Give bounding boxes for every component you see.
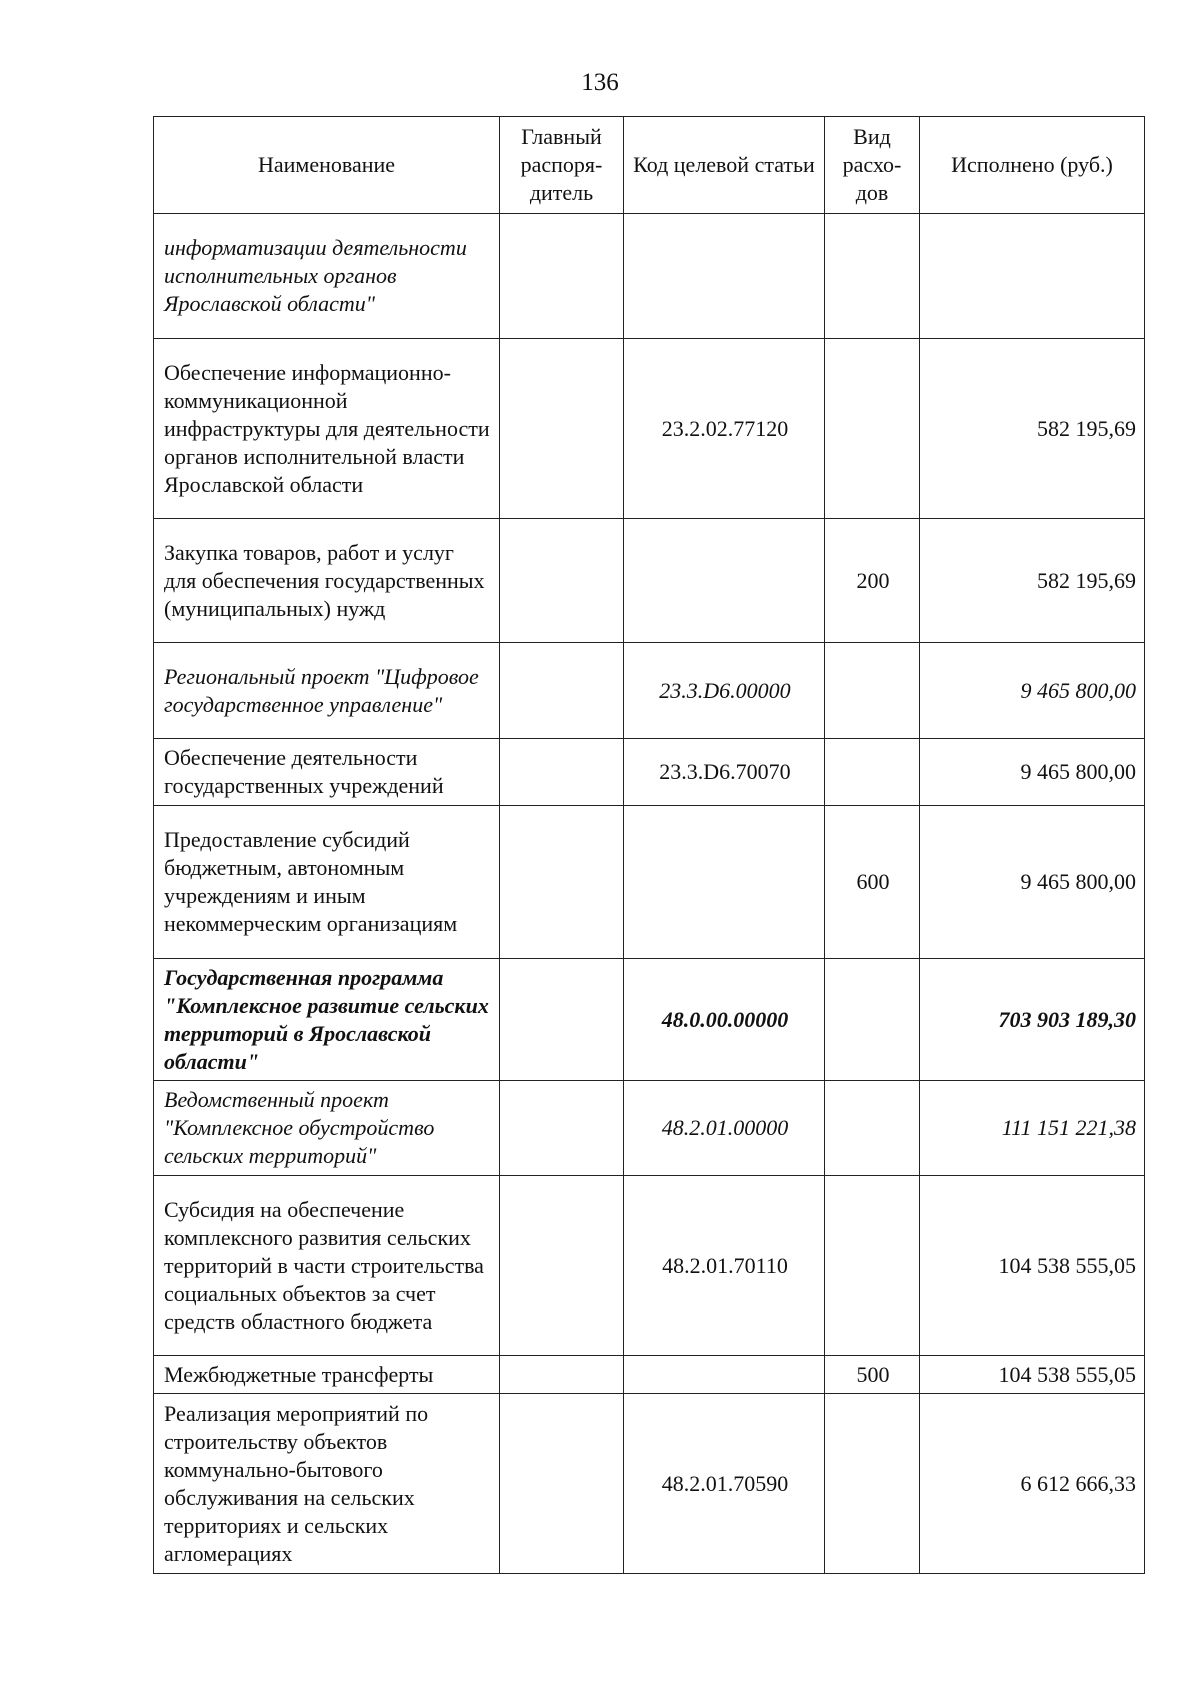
table-row: [154, 339, 1145, 519]
row-executed: 9 465 800,00: [920, 739, 1145, 806]
row-type: [825, 214, 920, 339]
row-executed: 703 903 189,30: [920, 959, 1145, 1081]
row-executed: 6 612 666,33: [920, 1394, 1145, 1574]
row-code: 23.3.D6.00000: [624, 643, 825, 739]
table-row: [154, 1081, 1145, 1176]
table-row: [154, 1394, 1145, 1574]
row-code: [624, 806, 825, 959]
row-executed: 111 151 221,38: [920, 1081, 1145, 1176]
row-manager: [500, 806, 624, 959]
row-name: Предоставление субсидий бюджетным, автономным учреждениям и иным некоммерческим организациям: [154, 806, 500, 959]
row-executed: 582 195,69: [920, 339, 1145, 519]
row-code: 23.2.02.77120: [624, 339, 825, 519]
row-type: [825, 959, 920, 1081]
row-type: 600: [825, 806, 920, 959]
row-executed: 104 538 555,05: [920, 1356, 1145, 1394]
budget-execution-table: [153, 116, 1145, 1574]
row-type: [825, 339, 920, 519]
header-manager: Главный распоря-дитель: [500, 117, 624, 214]
row-code: [624, 1356, 825, 1394]
row-executed: 9 465 800,00: [920, 643, 1145, 739]
header-name: Наименование: [154, 117, 500, 214]
table-row: [154, 739, 1145, 806]
row-manager: [500, 214, 624, 339]
table-row: [154, 1356, 1145, 1394]
row-code: [624, 519, 825, 643]
row-manager: [500, 1356, 624, 1394]
row-type: [825, 643, 920, 739]
row-type: [825, 1081, 920, 1176]
row-name: Обеспечение деятельности государственных учреждений: [154, 739, 500, 806]
row-type: 200: [825, 519, 920, 643]
row-code: 48.2.01.70110: [624, 1176, 825, 1356]
row-name: Субсидия на обеспечение комплексного развития сельских территорий в части строительства социальных объектов за счет средств областного бюджета: [154, 1176, 500, 1356]
row-manager: [500, 519, 624, 643]
row-name: Ведомственный проект "Комплексное обустройство сельских территорий": [154, 1081, 500, 1176]
row-name: Региональный проект "Цифровое государственное управление": [154, 643, 500, 739]
table-row: [154, 1176, 1145, 1356]
table-header-row: [154, 117, 1145, 214]
row-code: 48.2.01.00000: [624, 1081, 825, 1176]
header-code: Код целевой статьи: [624, 117, 825, 214]
row-executed: [920, 214, 1145, 339]
row-code: 48.0.00.00000: [624, 959, 825, 1081]
table-row: [154, 806, 1145, 959]
row-code: 48.2.01.70590: [624, 1394, 825, 1574]
page-number: 136: [581, 69, 619, 96]
table-row: [154, 214, 1145, 339]
table-row: [154, 959, 1145, 1081]
row-type: [825, 739, 920, 806]
row-executed: 9 465 800,00: [920, 806, 1145, 959]
row-manager: [500, 959, 624, 1081]
row-manager: [500, 1176, 624, 1356]
row-type: [825, 1394, 920, 1574]
row-name: Межбюджетные трансферты: [154, 1356, 500, 1394]
row-manager: [500, 1394, 624, 1574]
row-manager: [500, 1081, 624, 1176]
row-executed: 104 538 555,05: [920, 1176, 1145, 1356]
row-manager: [500, 739, 624, 806]
row-manager: [500, 339, 624, 519]
row-name: Обеспечение информационно-коммуникационной инфраструктуры для деятельности органов исполнительной власти Ярославской области: [154, 339, 500, 519]
row-executed: 582 195,69: [920, 519, 1145, 643]
row-code: 23.3.D6.70070: [624, 739, 825, 806]
row-code: [624, 214, 825, 339]
row-name: информатизации деятельности исполнительных органов Ярославской области": [154, 214, 500, 339]
row-name: Реализация мероприятий по строительству объектов коммунально-бытового обслуживания на сельских территориях и сельских агломерациях: [154, 1394, 500, 1574]
row-type: [825, 1176, 920, 1356]
table-row: [154, 643, 1145, 739]
row-type: 500: [825, 1356, 920, 1394]
table-row: [154, 519, 1145, 643]
header-type: Вид расхо-дов: [825, 117, 920, 214]
row-name: Закупка товаров, работ и услуг для обеспечения государственных (муниципальных) нужд: [154, 519, 500, 643]
row-name: Государственная программа "Комплексное развитие сельских территорий в Ярославской области": [154, 959, 500, 1081]
row-manager: [500, 643, 624, 739]
header-executed: Исполнено (руб.): [920, 117, 1145, 214]
